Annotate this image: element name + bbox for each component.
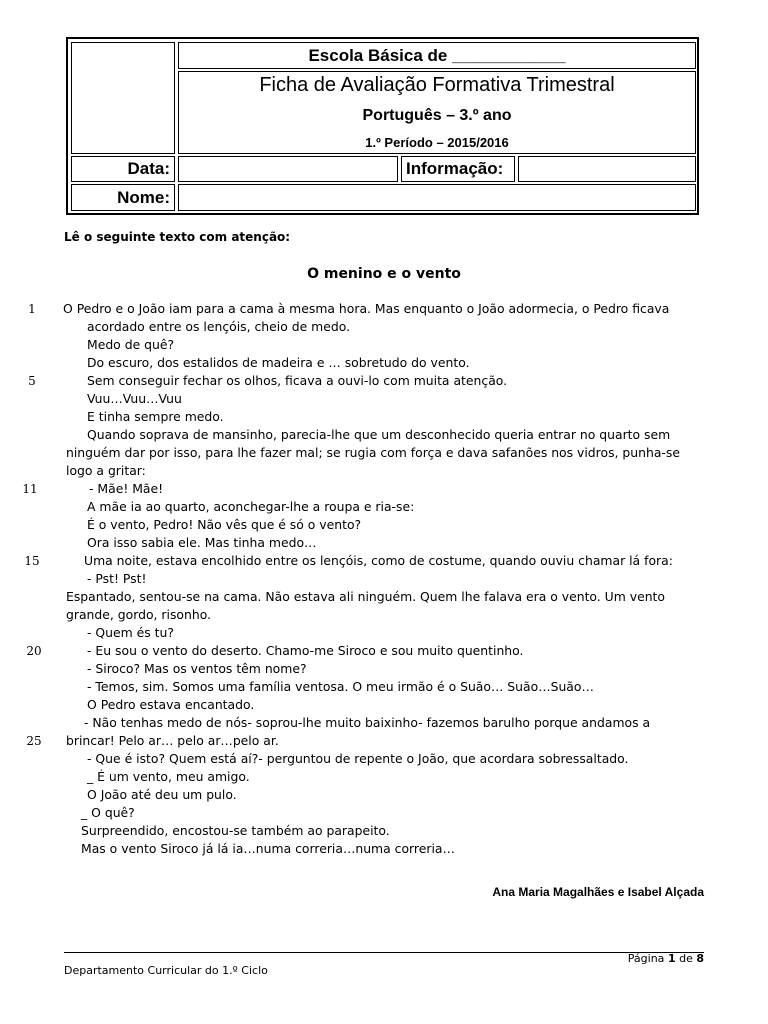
story-line <box>0 426 768 444</box>
story-text <box>0 300 768 858</box>
line-text: brincar! Pelo ar… pelo ar…pelo ar. <box>66 733 279 748</box>
line-text: logo a gritar: <box>66 463 146 478</box>
story-title: O menino e o vento <box>307 266 461 282</box>
school-period: 1.º Período – 2015/2016 <box>365 135 509 150</box>
story-line <box>0 696 768 714</box>
line-number: 1 <box>28 302 36 316</box>
story-line <box>0 552 768 570</box>
department: Departamento Curricular do 1.º Ciclo <box>64 964 268 977</box>
story-line <box>0 804 768 822</box>
story-line <box>0 462 768 480</box>
line-text: Ora isso sabia ele. Mas tinha medo… <box>87 535 317 550</box>
story-line <box>0 624 768 642</box>
line-text: - Não tenhas medo de nós- soprou-lhe muito baixinho- fazemos barulho porque andamos a <box>84 715 651 730</box>
info-field[interactable] <box>518 156 696 182</box>
line-number: 25 <box>26 734 42 748</box>
story-line <box>0 534 768 552</box>
line-text: - Eu sou o vento do deserto. Chamo-me Siroco e sou muito quentinho. <box>87 643 524 658</box>
line-text: Uma noite, estava encolhido entre os lençóis, como de costume, quando ouviu chamar lá fora: <box>84 553 673 568</box>
story-line <box>0 390 768 408</box>
story-line <box>0 498 768 516</box>
story-line <box>0 732 768 750</box>
story-line <box>0 606 768 624</box>
story-line <box>0 318 768 336</box>
line-text: O Pedro estava encantado. <box>87 697 255 712</box>
story-line <box>0 678 768 696</box>
story-line <box>0 822 768 840</box>
line-number: 5 <box>28 374 36 388</box>
author: Ana Maria Magalhães e Isabel Alçada <box>492 885 704 899</box>
story-line <box>0 444 768 462</box>
line-text: _ É um vento, meu amigo. <box>87 769 250 784</box>
page-indicator <box>628 952 704 965</box>
line-text: Do escuro, dos estalidos de madeira e … sobretudo do vento. <box>87 355 470 370</box>
story-line <box>0 372 768 390</box>
line-text: Medo de quê? <box>87 337 175 352</box>
story-line <box>0 768 768 786</box>
header-table <box>66 37 699 215</box>
line-text: - Pst! Pst! <box>87 571 147 586</box>
story-line <box>0 516 768 534</box>
line-text: Quando soprava de mansinho, parecia-lhe que um desconhecido queria entrar no quarto sem <box>87 427 671 442</box>
line-text: - Temos, sim. Somos uma família ventosa. O meu irmão é o Suão… Suão…Suão… <box>87 679 594 694</box>
document-title: Ficha de Avaliação Formativa Trimestral <box>259 74 615 96</box>
story-line <box>0 588 768 606</box>
name-field[interactable] <box>178 184 696 211</box>
page-prefix: Página <box>627 952 665 965</box>
line-text: A mãe ia ao quarto, aconchegar-lhe a roupa e ria-se: <box>87 499 415 514</box>
page-total: 8 <box>696 952 704 965</box>
name-label: Nome: <box>71 184 175 211</box>
line-number: 20 <box>26 644 42 658</box>
page-sep: de <box>679 952 693 965</box>
story-line <box>0 750 768 768</box>
line-number: 15 <box>24 554 40 568</box>
line-text: E tinha sempre medo. <box>87 409 224 424</box>
line-text: acordado entre os lençóis, cheio de medo. <box>87 319 351 334</box>
line-text: - Mãe! Mãe! <box>89 481 164 496</box>
date-label: Data: <box>71 156 175 182</box>
line-text: Surpreendido, encostou-se também ao parapeito. <box>81 823 390 838</box>
line-text: ninguém dar por isso, para lhe fazer mal; se rugia com força e dava safanões nos vidros, punha-se <box>66 445 680 460</box>
story-line <box>0 660 768 678</box>
footer-divider <box>64 952 704 953</box>
date-field[interactable] <box>178 156 398 182</box>
line-text: - Siroco? Mas os ventos têm nome? <box>87 661 307 676</box>
header-title-block <box>178 71 696 154</box>
subject-grade: Português – 3.º ano <box>362 107 512 124</box>
story-line <box>0 336 768 354</box>
page-number: 1 <box>667 952 676 965</box>
line-number: 11 <box>22 482 38 496</box>
line-text: _ O quê? <box>81 805 135 820</box>
story-line <box>0 714 768 732</box>
story-line <box>0 840 768 858</box>
line-text: O Pedro e o João iam para a cama à mesma hora. Mas enquanto o João adormecia, o Pedro ficava <box>63 301 670 316</box>
line-text: Espantado, sentou-se na cama. Não estava ali ninguém. Quem lhe falava era o vento. Um vento <box>66 589 665 604</box>
story-line <box>0 480 768 498</box>
instruction: Lê o seguinte texto com atenção: <box>64 230 291 244</box>
line-text: Sem conseguir fechar os olhos, ficava a ouvi-lo com muita atenção. <box>87 373 508 388</box>
logo-cell <box>71 42 175 154</box>
story-line <box>0 354 768 372</box>
story-line <box>0 300 768 318</box>
line-text: O João até deu um pulo. <box>87 787 237 802</box>
line-text: - Que é isto? Quem está aí?- perguntou de repente o João, que acordara sobressaltado. <box>87 751 629 766</box>
story-line <box>0 408 768 426</box>
line-text: grande, gordo, risonho. <box>66 607 211 622</box>
line-text: Vuu…Vuu…Vuu <box>87 391 182 406</box>
info-label: Informação: <box>401 156 515 182</box>
story-line <box>0 570 768 588</box>
story-line <box>0 642 768 660</box>
line-text: - Quem és tu? <box>87 625 174 640</box>
line-text: Mas o vento Siroco já lá ia…numa correria…numa correria… <box>81 841 455 856</box>
school-name: Escola Básica de ____________ <box>178 42 696 69</box>
line-text: É o vento, Pedro! Não vês que é só o vento? <box>87 517 362 532</box>
story-line <box>0 786 768 804</box>
